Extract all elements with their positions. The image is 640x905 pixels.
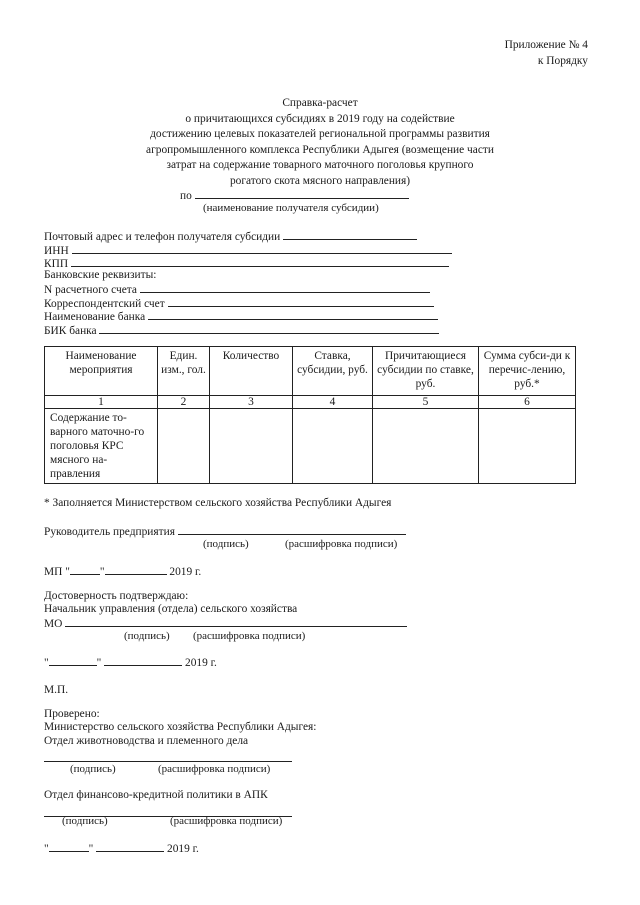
checked-day-line[interactable]	[49, 841, 89, 852]
column-number: 3	[210, 396, 293, 409]
recipient-caption: (наименование получателя субсидии)	[203, 202, 379, 214]
bank-details-label: Банковские реквизиты:	[44, 269, 157, 281]
header-cell: Ставка, субсидии, руб.	[293, 347, 373, 396]
mp-date-mid: "	[99, 566, 105, 578]
inn-label: ИНН	[44, 245, 69, 257]
confirm-day-line[interactable]	[49, 655, 97, 666]
mo-signature-line[interactable]	[65, 616, 407, 627]
corr-account-label: Корреспондентский счет	[44, 298, 165, 310]
rate-cell[interactable]	[293, 409, 373, 484]
due-subsidy-cell[interactable]	[373, 409, 479, 484]
quantity-cell[interactable]	[210, 409, 293, 484]
title-line: рогатого скота мясного направления)	[229, 174, 411, 187]
checked-month-line[interactable]	[96, 841, 164, 852]
confirm-line2: Начальник управления (отдела) сельского хозяйства	[44, 603, 298, 615]
postal-address-line[interactable]	[283, 229, 417, 240]
recipient-name-line[interactable]	[195, 188, 409, 199]
unit-cell[interactable]	[158, 409, 210, 484]
confirm-date-field	[44, 655, 217, 671]
mp-day-line[interactable]	[70, 564, 100, 575]
stamp-label: М.П.	[44, 684, 69, 696]
footnote: * Заполняется Министерством сельского хозяйства Республики Адыгея	[44, 497, 392, 509]
document-title	[120, 96, 520, 189]
account-label: N расчетного счета	[44, 284, 137, 296]
bik-label: БИК банка	[44, 325, 97, 337]
confirm-date-mid: "	[96, 657, 102, 669]
appendix-reference: к Порядку	[537, 55, 588, 67]
header-cell: Причитающиеся субсидии по ставке, руб.	[373, 347, 479, 396]
checked-date-year: 2019 г.	[167, 843, 199, 855]
column-number: 1	[45, 396, 158, 409]
column-number: 4	[293, 396, 373, 409]
checked-label: Проверено:	[44, 708, 100, 720]
bank-name-label: Наименование банка	[44, 311, 146, 323]
mp-month-line[interactable]	[105, 564, 167, 575]
mp-date-year: 2019 г.	[169, 566, 202, 578]
appendix-number: Приложение № 4	[504, 39, 588, 51]
ministry-label: Министерство сельского хозяйства Республики Адыгея:	[44, 721, 317, 733]
title-line: Справка-расчет	[282, 97, 358, 109]
confirm-date-year: 2019 г.	[185, 657, 217, 669]
head-sign-caption: (подпись)	[203, 538, 249, 550]
bik-field	[44, 323, 439, 339]
checked-date-mid: "	[88, 843, 94, 855]
confirm-date-prefix: "	[44, 657, 49, 669]
inn-line[interactable]	[72, 243, 452, 254]
head-label: Руководитель предприятия	[44, 526, 175, 538]
checked-date-field	[44, 841, 199, 857]
title-line: о причитающихся субсидиях в 2019 году на содействие	[185, 112, 455, 125]
mp-date-field	[44, 564, 201, 580]
finance-dept-label: Отдел финансово-кредитной политики в АПК	[44, 789, 268, 801]
header-cell: Количество	[210, 347, 293, 396]
mo-sign-caption: (подпись)	[124, 630, 170, 642]
mp-date-prefix: МП "	[44, 566, 70, 578]
table-header-row	[45, 347, 576, 396]
title-line: достижению целевых показателей региональной программы развития	[150, 128, 490, 140]
postal-address-label: Почтовый адрес и телефон получателя субсидии	[44, 231, 281, 243]
kpp-label: КПП	[44, 258, 69, 270]
head-signature-line[interactable]	[178, 524, 406, 535]
activity-name-cell: Содержание то-варного маточно-го поголовья КРС мясного на-правления	[45, 409, 158, 484]
appendix-header	[505, 37, 588, 69]
confirm-month-line[interactable]	[104, 655, 182, 666]
livestock-dept-label: Отдел животноводства и племенного дела	[44, 735, 249, 747]
account-line[interactable]	[140, 282, 430, 293]
bik-line[interactable]	[99, 323, 439, 334]
title-line: затрат на содержание товарного маточного поголовья крупного	[166, 159, 474, 171]
header-cell: Наименование мероприятия	[45, 347, 158, 396]
recipient-prefix: по	[180, 190, 192, 202]
livestock-signature-line[interactable]	[44, 751, 292, 762]
column-number: 5	[373, 396, 479, 409]
table-number-row	[45, 396, 576, 409]
finance-sign-caption: (подпись)	[62, 815, 108, 827]
mo-decode-caption: (расшифровка подписи)	[193, 630, 306, 642]
confirm-line1: Достоверность подтверждаю:	[44, 590, 189, 602]
livestock-sign-caption: (подпись)	[70, 763, 116, 775]
transfer-sum-cell[interactable]	[479, 409, 576, 484]
header-cell: Сумма субси-ди к перечис-лению, руб.*	[479, 347, 576, 396]
column-number: 2	[158, 396, 210, 409]
mo-label: МО	[44, 618, 63, 630]
head-decode-caption: (расшифровка подписи)	[285, 538, 398, 550]
corr-account-line[interactable]	[168, 296, 434, 307]
column-number: 6	[479, 396, 576, 409]
header-cell: Един. изм., гол.	[158, 347, 210, 396]
bank-name-line[interactable]	[148, 309, 438, 320]
title-line: агропромышленного комплекса Республики Адыгея (возмещение части	[146, 143, 494, 156]
table-row	[45, 409, 576, 484]
livestock-decode-caption: (расшифровка подписи)	[158, 763, 271, 775]
subsidy-table	[44, 346, 576, 484]
checked-date-prefix: "	[44, 843, 49, 855]
finance-decode-caption: (расшифровка подписи)	[170, 815, 283, 827]
kpp-line[interactable]	[71, 256, 449, 267]
